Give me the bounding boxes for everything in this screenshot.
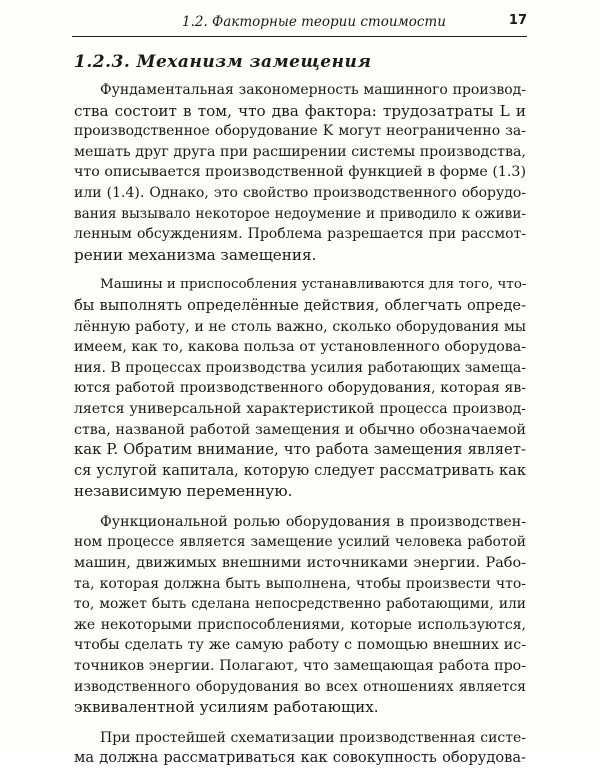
text-line: производственное оборудование K могут неограниченно за- [74, 123, 526, 140]
text-line: эквивалентной усилиям работающих. [74, 698, 379, 717]
text-line: ства состоит в том, что два фактора: трудозатраты L и [74, 101, 526, 120]
text-line: Функциональной ролью оборудования в производствен- [100, 513, 526, 530]
text-line: бы выполнять определённые действия, облегчать опреде- [74, 296, 526, 314]
text-line: же некоторыми приспособлениями, которые используются, [74, 616, 526, 633]
text-line: ся услугой капитала, которую следует рассматривать как [74, 461, 526, 479]
text-line: рении механизма замещения. [74, 245, 317, 264]
text-line: лённую работу, и не столь важно, сколько оборудования мы [74, 318, 526, 335]
text-line: машин, движимых внешними источниками энергии. Рабо- [74, 555, 526, 572]
text-line: ства, названой работой замещения и обычно обозначаемой [74, 421, 526, 438]
text-line: изводственного оборудования во всех отношениях является [74, 678, 526, 695]
text-line: та, которая должна быть выполнена, чтобы произвести что- [74, 575, 526, 592]
text-line: ленным обсуждениям. Проблема разрешается при рассмот- [74, 226, 526, 243]
running-title: 1.2. Факторные теории стоимости [182, 14, 446, 30]
paragraph-2 [74, 275, 526, 502]
text-line: вания вызывало некоторое недоумение и приводило к оживи- [74, 205, 526, 222]
text-line: или (1.4). Однако, это свойство производственного оборудо- [74, 184, 526, 201]
text-line: как P. Обратим внимание, что работа замещения являет- [74, 441, 526, 459]
text-line: ляется универсальной характеристикой процесса производ- [74, 400, 526, 417]
paragraph-4 [74, 728, 526, 769]
running-header [72, 12, 527, 37]
text-line: ются работой производственного оборудования, которая яв- [74, 380, 526, 397]
text-line: что описывается производственной функцией в форме (1.3) [74, 164, 526, 181]
text-line: Машины и приспособления устанавливаются для того, что- [100, 277, 527, 293]
text-line: то, может быть сделана непосредственно работающими, или [74, 596, 526, 613]
paragraph-1 [74, 80, 526, 265]
text-line: независимую переменную. [74, 482, 293, 501]
text-line: ном процессе является замещение усилий человека работой [74, 534, 526, 551]
text-line: ния. В процессах производства усилия работающих замеща- [74, 359, 526, 376]
text-line: ма должна рассматриваться как совокупность оборудова- [74, 749, 526, 767]
paragraph-3 [74, 512, 526, 718]
page-number: 17 [508, 13, 527, 28]
text-line: чтобы сделать ту же самую работу с помощью внешних ис- [74, 637, 526, 654]
text-line: точников энергии. Полагают, что замещающая работа про- [74, 658, 526, 675]
text-line: имеем, как то, какова польза от установленного оборудова- [74, 339, 526, 356]
text-line: Фундаментальная закономерность машинного производ- [100, 82, 526, 98]
text-line: мешать друг друга при расширении системы производства, [74, 143, 526, 160]
section-heading: 1.2.3. Механизм замещения [74, 52, 372, 72]
text-line: При простейшей схематизации производственная систе- [100, 729, 526, 746]
body-text [74, 80, 526, 769]
